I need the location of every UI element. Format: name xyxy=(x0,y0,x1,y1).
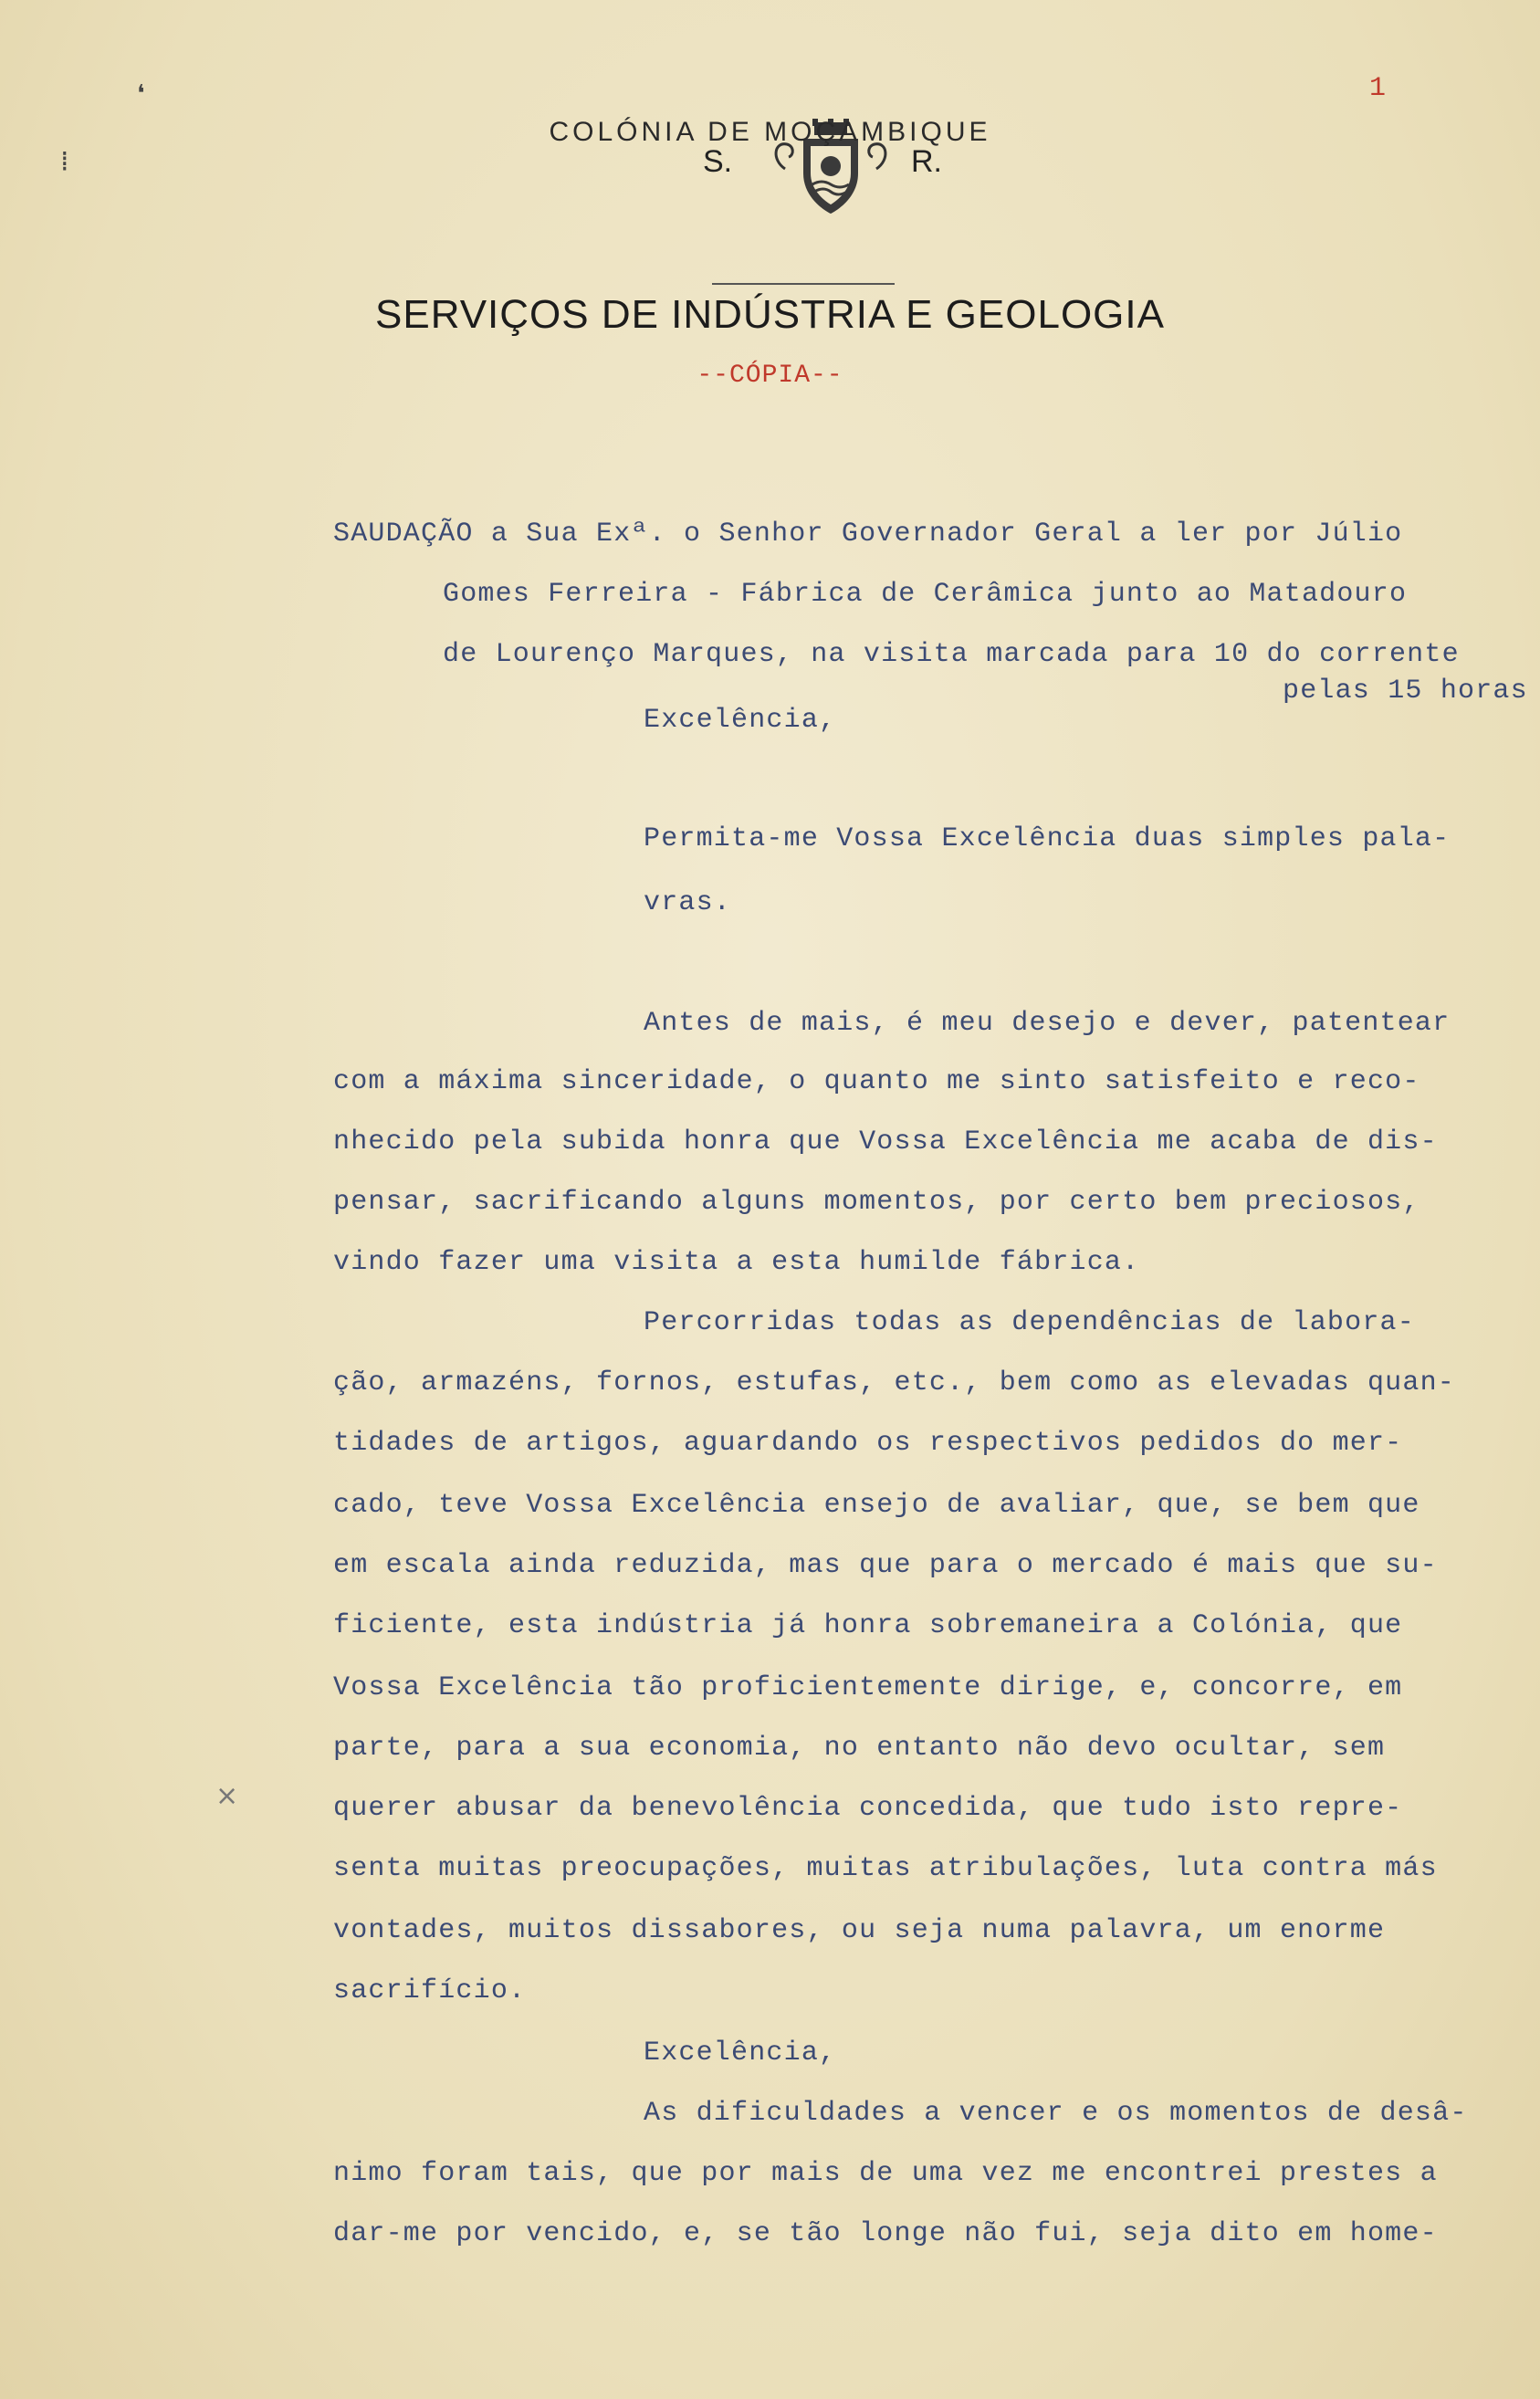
punch-mark-icon: ⁞ xyxy=(60,146,69,178)
letter-line: Gomes Ferreira - Fábrica de Cerâmica junto ao Matadouro xyxy=(443,579,1408,610)
heading-divider xyxy=(712,283,895,285)
letter-line: querer abusar da benevolência concedida, que tudo isto repre- xyxy=(333,1793,1403,1824)
letter-line: dar-me por vencido, e, se tão longe não fui, seja dito em home- xyxy=(333,2218,1438,2249)
salutation: Excelência, xyxy=(644,2038,837,2069)
letter-line: Permita-me Vossa Excelência duas simples pala- xyxy=(644,823,1451,854)
letter-line: pelas 15 horas xyxy=(1283,676,1528,707)
letter-line: ficiente, esta indústria já honra sobremaneira a Colónia, que xyxy=(333,1610,1403,1641)
letter-line: de Lourenço Marques, na visita marcada para 10 do corrente xyxy=(443,639,1460,670)
letter-line: com a máxima sinceridade, o quanto me sinto satisfeito e reco- xyxy=(333,1066,1420,1097)
letter-line: nimo foram tais, que por mais de uma vez me encontrei prestes a xyxy=(333,2158,1438,2189)
letterhead-right-initial: R. xyxy=(911,144,942,179)
letter-line: Vossa Excelência tão proficientemente dirige, e, concorre, em xyxy=(333,1672,1403,1703)
ink-mark-icon: ❛ xyxy=(137,80,145,108)
letter-line: Antes de mais, é meu desejo e dever, patentear xyxy=(644,1008,1451,1039)
colony-heading: COLÓNIA DE MOÇAMBIQUE xyxy=(549,117,991,147)
letter-line: SAUDAÇÃO a Sua Exª. o Senhor Governador Geral a ler por Júlio xyxy=(333,519,1403,550)
letter-line: tidades de artigos, aguardando os respectivos pedidos do mer- xyxy=(333,1428,1403,1459)
letter-line: Percorridas todas as dependências de labora- xyxy=(644,1307,1415,1338)
letter-line: vindo fazer uma visita a esta humilde fábrica. xyxy=(333,1247,1140,1278)
letter-line: parte, para a sua economia, no entanto não devo ocultar, sem xyxy=(333,1733,1386,1764)
letter-line: senta muitas preocupações, muitas atribulações, luta contra más xyxy=(333,1853,1438,1884)
letter-line: sacrifício. xyxy=(333,1975,527,2006)
pencil-mark-icon: × xyxy=(215,1780,239,1812)
letter-line: em escala ainda reduzida, mas que para o mercado é mais que su- xyxy=(333,1550,1438,1581)
copy-label: --CÓPIA-- xyxy=(697,361,843,390)
letter-line: ção, armazéns, fornos, estufas, etc., bem como as elevadas quan- xyxy=(333,1367,1455,1399)
letter-line: cado, teve Vossa Excelência ensejo de avaliar, que, se bem que xyxy=(333,1490,1420,1521)
services-heading: SERVIÇOS DE INDÚSTRIA E GEOLOGIA xyxy=(375,292,1165,337)
letter-line: vontades, muitos dissabores, ou seja numa palavra, um enorme xyxy=(333,1915,1386,1946)
salutation: Excelência, xyxy=(644,705,837,736)
page-number: 1 xyxy=(1369,73,1387,104)
letter-line: As dificuldades a vencer e os momentos de desâ- xyxy=(644,2098,1468,2129)
letter-line: vras. xyxy=(644,887,732,918)
letter-line: pensar, sacrificando alguns momentos, por certo bem preciosos, xyxy=(333,1187,1420,1218)
letter-line: nhecido pela subida honra que Vossa Excelência me acaba de dis- xyxy=(333,1126,1438,1158)
letterhead-left-initial: S. xyxy=(703,144,733,179)
